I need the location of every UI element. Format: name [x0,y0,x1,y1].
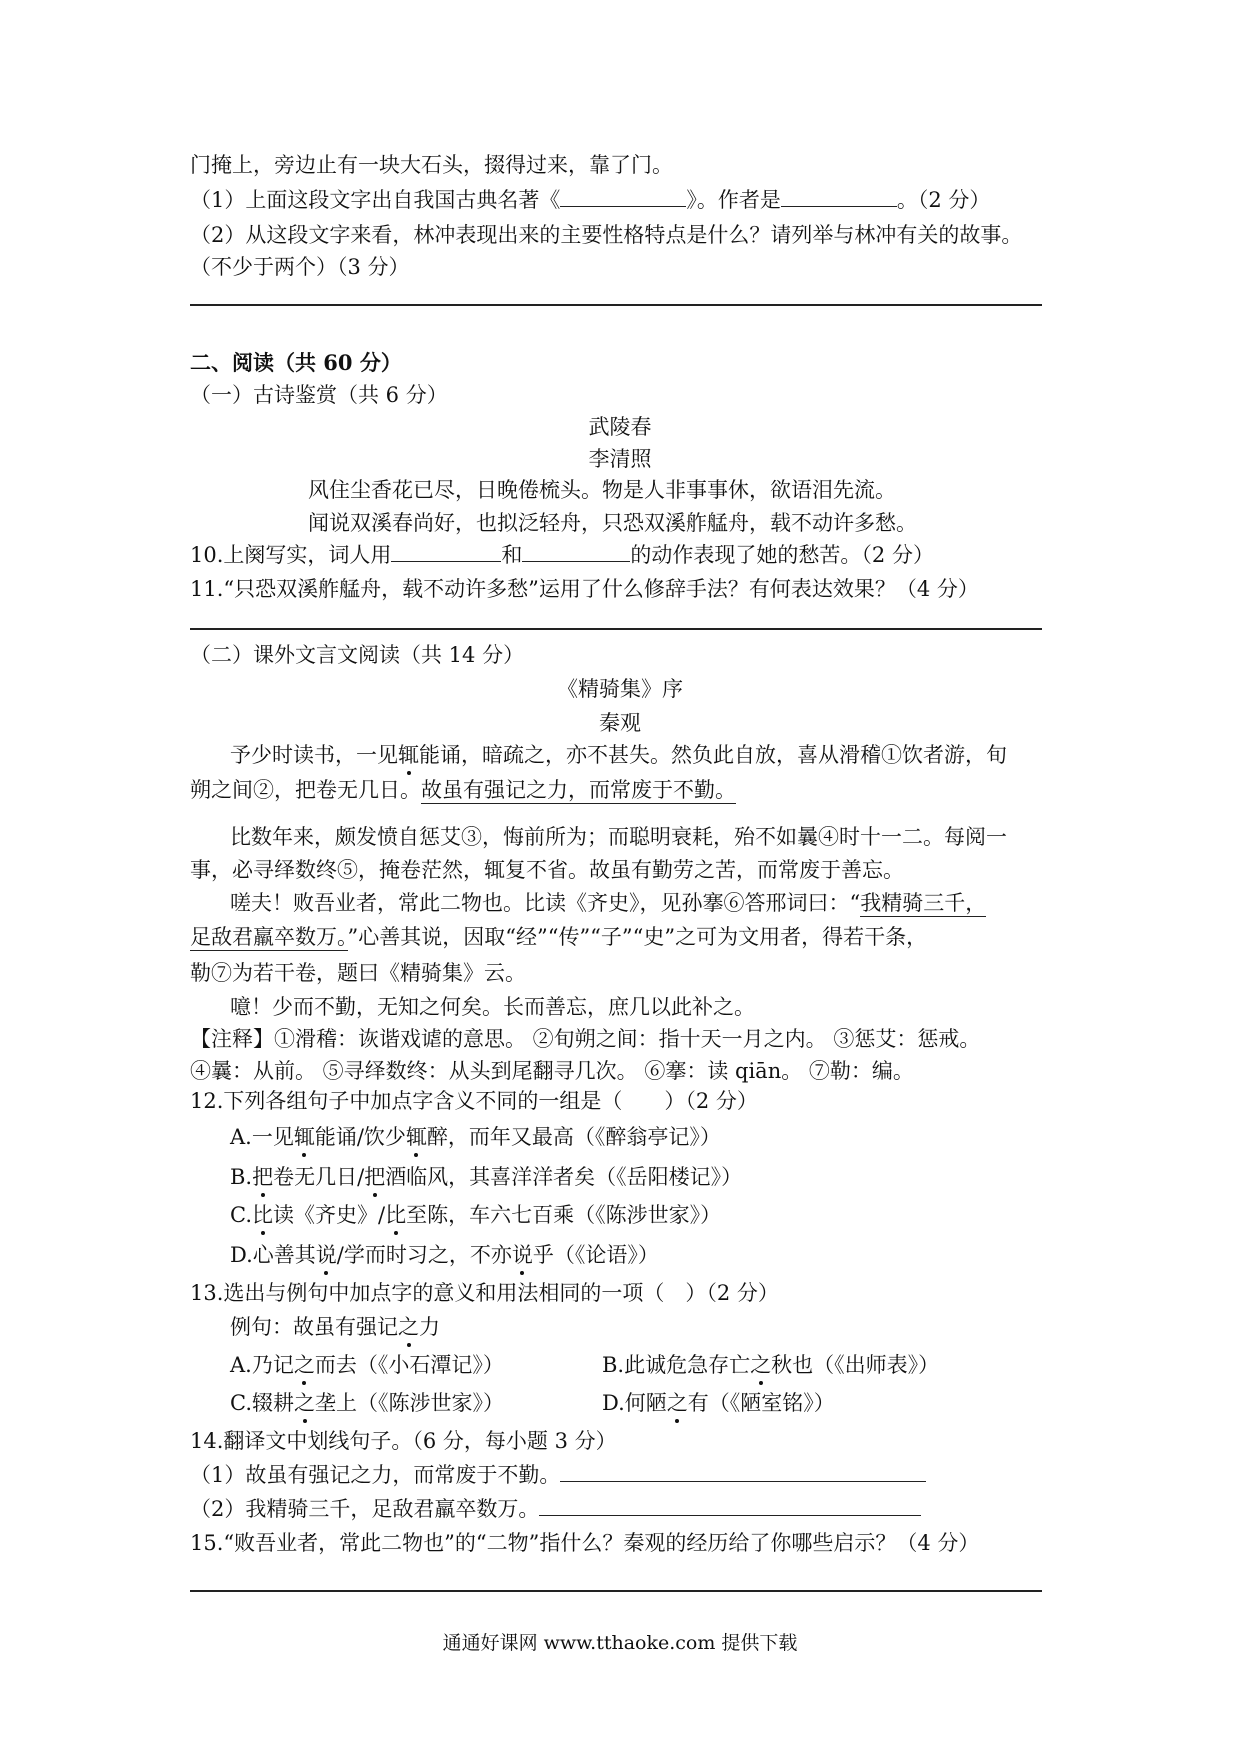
passage-p2-line2: 事，必寻绎数终⑤，掩卷茫然，辄复不省。故虽有勤劳之苦，而常废于善忘。 [190,858,904,882]
poem-title: 武陵春 [588,415,652,439]
question-12: 12.下列各组句子中加点字含义不同的一组是（ ）（2 分） [190,1089,758,1113]
underlined-sentence-1: 故虽有强记之力，而常废于不勤。 [421,778,736,802]
passage-p4: 噫！少而不勤，无知之何矣。长而善忘，庶几以此补之。 [230,995,755,1019]
notes-line-1: 【注释】①滑稽：诙谐戏谑的意思。 ②旬朔之间：指十天一月之内。 ③惩艾：惩戒。 [190,1027,981,1051]
notes-line-2: ④曩：从前。 ⑤寻绎数终：从头到尾翻寻几次。 ⑥搴：读 qiān。 ⑦勒：编。 [190,1059,914,1083]
question-11: 11.“只恐双溪舴艋舟，载不动许多愁”运用了什么修辞手法？有何表达效果？（4 分） [190,577,979,601]
passage-p2-line1: 比数年来，颇发愤自惩艾③，悔前所为；而聪明衰耗，殆不如曩④时十一二。每阅一 [230,825,1007,849]
q13-option-a[interactable]: A.乃记之而去（《小石潭记》） [230,1350,504,1380]
subsection-classical: （二）课外文言文阅读（共 14 分） [190,643,525,667]
answer-blank-q10b[interactable] [522,541,630,562]
q12-option-c[interactable]: C.比读《齐史》/比至陈，车六七百乘（《陈涉世家》） [230,1200,721,1230]
answer-blank-author[interactable] [781,186,897,207]
passage-author: 秦观 [599,711,641,735]
passage-title: 《精骑集》序 [557,677,683,701]
q14-sub1: （1）故虽有强记之力，而常废于不勤。 [190,1460,926,1490]
answer-line[interactable] [190,1590,1042,1592]
underlined-sentence-2b: 足敌君羸卒数万。 [190,925,348,949]
question-10: 10.上阕写实，词人用 和 的动作表现了她的愁苦。（2 分） [190,543,934,567]
passage-p3-line2: 足敌君羸卒数万。”心善其说，因取“经”“传”“子”“史”之可为文用者，得若干条， [190,925,928,949]
poem-line-1: 风住尘香花已尽，日晚倦梳头。物是人非事事休，欲语泪先流。 [308,478,896,502]
passage-p3-line1: 嗟夫！败吾业者，常此二物也。比读《齐史》，见孙搴⑥答邢词曰：“我精骑三千， [230,891,987,915]
answer-blank-book[interactable] [560,186,686,207]
q12-option-a[interactable]: A.一见辄能诵/饮少辄醉，而年又最高（《醉翁亭记》） [230,1122,721,1152]
passage-p1-line1: 予少时读书，一见辄能诵，暗疏之，亦不甚失。然负此自放，喜从滑稽①饮者游，旬 [230,740,1007,770]
question-15: 15.“败吾业者，常此二物也”的“二物”指什么？秦观的经历给了你哪些启示？（4 分） [190,1531,980,1555]
q12-option-d[interactable]: D.心善其说/学而时习之，不亦说乎（《论语》） [230,1240,659,1270]
page-footer: 通通好课网 www.tthaoke.com 提供下载 [442,1632,798,1654]
answer-blank-q14-1[interactable] [560,1461,926,1482]
subsection-poetry: （一）古诗鉴赏（共 6 分） [190,383,448,407]
answer-blank-q14-2[interactable] [539,1495,921,1516]
section-title: 二、阅读（共 60 分） [190,350,402,375]
passage-p3-line3: 勒⑦为若干卷，题曰《精骑集》云。 [190,961,526,985]
underlined-sentence-2a: 我精骑三千， [860,891,987,915]
question-13: 13.选出与例句中加点字的意义和用法相同的一项（ ）（2 分） [190,1281,779,1305]
poem-author: 李清照 [588,447,652,471]
passage-p1-line2: 朔之间②，把卷无几日。故虽有强记之力，而常废于不勤。 [190,778,736,802]
passage-end-line: 门掩上，旁边止有一块大石头，掇得过来，靠了门。 [190,153,673,177]
answer-blank-q10a[interactable] [391,541,501,562]
q13-option-d[interactable]: D.何陋之有（《陋室铭》） [602,1388,835,1418]
answer-line[interactable] [190,304,1042,306]
q13-option-b[interactable]: B.此诚危急存亡之秋也（《出师表》） [602,1350,939,1380]
poem-line-2: 闻说双溪春尚好，也拟泛轻舟，只恐双溪舴艋舟，载不动许多愁。 [308,511,917,535]
q9-sub1: （1）上面这段文字出自我国古典名著《 》。作者是 。（2 分） [190,188,991,212]
question-14: 14.翻译文中划线句子。（6 分，每小题 3 分） [190,1429,617,1453]
q9-sub2: （2）从这段文字来看，林冲表现出来的主要性格特点是什么？请列举与林冲有关的故事。 [190,223,1023,247]
q14-sub2: （2）我精骑三千，足敌君羸卒数万。 [190,1494,921,1524]
q13-option-c[interactable]: C.辍耕之垄上（《陈涉世家》） [230,1388,504,1418]
q13-example: 例句：故虽有强记之力 [230,1312,440,1342]
answer-line[interactable] [190,628,1042,630]
q9-sub2-cont: （不少于两个）（3 分） [190,255,410,279]
q12-option-b[interactable]: B.把卷无几日/把酒临风，其喜洋洋者矣（《岳阳楼记》） [230,1162,742,1192]
